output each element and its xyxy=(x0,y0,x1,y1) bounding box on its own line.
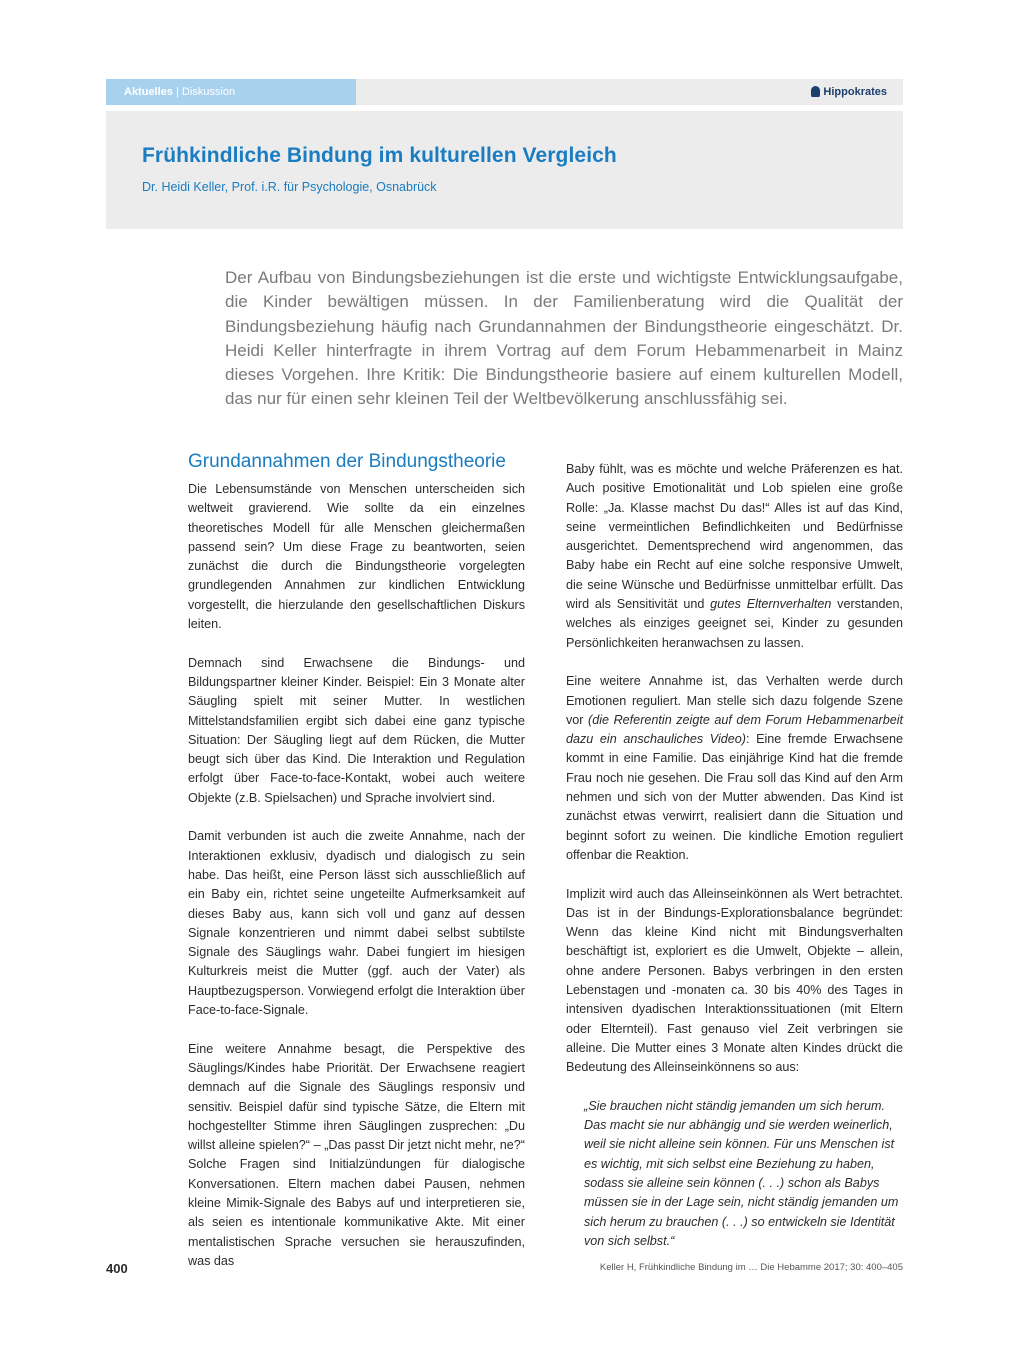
body-paragraph: Implizit wird auch das Alleinseinkönnen als Wert betrachtet. Das ist in der Bindungs-Explorationsbalance begründet: Wenn das kleine Kind nicht mit Bindungsverhalten beschäftigt ist, exploriert es die Umwelt, Objekte – allein, ohne andere Personen. Babys verbringen in den ersten Lebenstagen und -monaten ca. 30 bis 40% des Tages in intensiven dyadischen Interaktionssituationen (mit Eltern oder Elternteil). Fast genauso viel Zeit verbringen sie alleine. Die Mutter eines 3 Monate alten Kindes drückt die Bedeutung des Alleinseinkönnens so aus: xyxy=(566,886,903,1075)
body-paragraph: Demnach sind Erwachsene die Bindungs- und Bildungspartner kleiner Kinder. Beispiel: Ein 3 Monate alter Säugling spielt mit seiner Mutter. In westlichen Mittelstandsfamilien ergibt sich dabei eine ganz typische Situation: Der Säugling liegt auf dem Rücken, die Mutter beugt sich über das Kind. Die Interaktion und Regulation erfolgt über Face-to-face-Kontakt, wobei auch weitere Objekte (z.B. Spielsachen) und Sprache involviert sind. xyxy=(188,655,525,805)
lead-paragraph: Der Aufbau von Bindungsbeziehungen ist die erste und wichtigste Entwicklungsaufgabe, die Kinder bewältigen müssen. In der Familienberatung wird die Qualität der Bindungsbeziehung häufig nach Grundannahmen der Bindungstheorie eingeschätzt. Dr. Heidi Keller hinterfragte in ihrem Vortrag auf dem Forum Hebammenarbeit in Mainz dieses Vorgehen. Ihre Kritik: Die Bindungstheorie basiere auf einem kulturellen Modell, das nur für einen sehr kleinen Teil der Weltbevölkerung anschlussfähig sei. xyxy=(225,268,903,409)
emphasis-text: gutes Elternverhalten xyxy=(710,597,832,612)
section-name: Aktuelles xyxy=(124,86,173,98)
text-run: Baby fühlt, was es möchte und welche Präferenzen es hat. Auch positive Emotionalität und Lob spielen eine große Rolle: „Ja. Klasse machst Du das!“ Alles ist auf das Kind, seine vermeintlichen Befindlichkeiten und Bedürfnisse ausgerichtet. Dementsprechend wird angenommen, das Baby habe ein Recht auf eine solche responsive Umwelt, die seine Wünsche und Bedürfnisse unmittelbar erfüllt. Das wird als Sensitivität und xyxy=(566,462,903,612)
article-author: Dr. Heidi Keller, Prof. i.R. für Psychologie, Osnabrück xyxy=(142,180,437,194)
block-quote: „Sie brauchen nicht ständig jemanden um sich herum. Das macht sie nur abhängig und sie werden weinerlich, weil sie nicht alleine sein können. Für uns Menschen ist es wichtig, mit sich selbst eine Beziehung zu haben, sodass sie alleine sein können (. . .) schon als Babys müssen sie in der Lage sein, nicht ständig jemanden um sich herum zu brauchen (. . .) so entwickeln sie Identität von sich selbst.“ xyxy=(584,1098,899,1248)
body-paragraph xyxy=(566,460,903,653)
text-run: verstanden, welches als einziges geeignet sei, Kinder zu gesunden Persönlichkeiten heranwachsen zu lassen. xyxy=(566,597,903,650)
section-separator: | xyxy=(175,86,179,98)
hippokrates-logo-icon xyxy=(811,86,820,97)
text-run: : Eine fremde Erwachsene kommt in eine Familie. Das einjährige Kind hat die fremde Frau noch nie gesehen. Die Frau soll das Kind auf den Arm nehmen und sich von der Mutter abwenden. Das Kind ist zunächst etwas verwirrt, realisiert dann die Situation und beginnt sofort zu weinen. Die kindliche Emotion reguliert offenbar die Reaktion. xyxy=(566,732,903,862)
text-run: Eine weitere Annahme ist, das Verhalten werde durch Emotionen reguliert. Man stelle sich dazu folgende Szene vor xyxy=(566,674,903,727)
emphasis-text: (die Referentin zeigte auf dem Forum Hebammenarbeit dazu ein anschauliches Video) xyxy=(566,712,903,747)
citation-footer: Keller H, Frühkindliche Bindung im … Die Hebamme 2017; 30: 400–405 xyxy=(599,1262,903,1273)
subsection-name: Diskussion xyxy=(181,86,236,98)
body-paragraph: Eine weitere Annahme besagt, die Perspektive des Säuglings/Kindes habe Priorität. Der Erwachsene reagiert demnach auf die Signale des Säuglings responsiv und sensitiv. Beispiel dafür sind typische Sätze, die Eltern mit hochgestellter Stimme ihren Säuglingen zusprechen: „Du willst alleine spielen?“ – „Das passt Dir jetzt nicht mehr, ne?“ Solche Fragen sind Initialzündungen für dialogische Konversationen. Eltern machen dabei Pausen, nehmen kleine Mimik-Signale des Babys auf und interpretieren sie, als seien es intentionale kommunikative Akte. Mit einer mentalistischen Sprache versuchen sie herauszufinden, was das xyxy=(188,1041,525,1268)
article-title: Frühkindliche Bindung im kulturellen Vergleich xyxy=(142,144,617,167)
left-column xyxy=(188,450,525,1290)
page-number: 400 xyxy=(106,1261,128,1276)
publisher-logo xyxy=(811,79,887,105)
brand-name: Hippokrates xyxy=(823,86,887,98)
title-box xyxy=(106,111,903,229)
body-paragraph xyxy=(566,672,903,865)
body-paragraph: Damit verbunden ist auch die zweite Annahme, nach der Interaktionen exklusiv, dyadisch und dialogisch zu sein habe. Das heißt, eine Person lässt sich ausschließlich auf ein Baby ein, richtet seine ungeteilte Aufmerksamkeit auf dieses Baby aus, kann sich voll und ganz auf dessen Signale konzentrieren und nimmt dabei selbst subtilste Signale des Säuglings wahr. Dabei fungiert im hiesigen Kulturkreis meist die Mutter (ggf. auch der Vater) als Hauptbezugsperson. Vorwiegend erfolgt die Interaktion über Face-to-face-Signale. xyxy=(188,829,525,1018)
section-label[interactable] xyxy=(106,79,356,105)
right-column xyxy=(566,460,903,1270)
section-heading: Grundannahmen der Bindungstheorie xyxy=(188,451,506,472)
header-bar xyxy=(106,79,903,105)
body-paragraph: Die Lebensumstände von Menschen unterscheiden sich weltweit gravierend. Wie sollte da ein einzelnes theoretisches Modell für alle Menschen gleichermaßen passend sein? Um diese Frage zu beantworten, seien zunächst die durch die Bindungstheorie vorgelegten grundlegenden Annahmen zur kindlichen Entwicklung vorgestellt, die hierzulande den gesellschaftlichen Diskurs leiten. xyxy=(188,482,525,632)
